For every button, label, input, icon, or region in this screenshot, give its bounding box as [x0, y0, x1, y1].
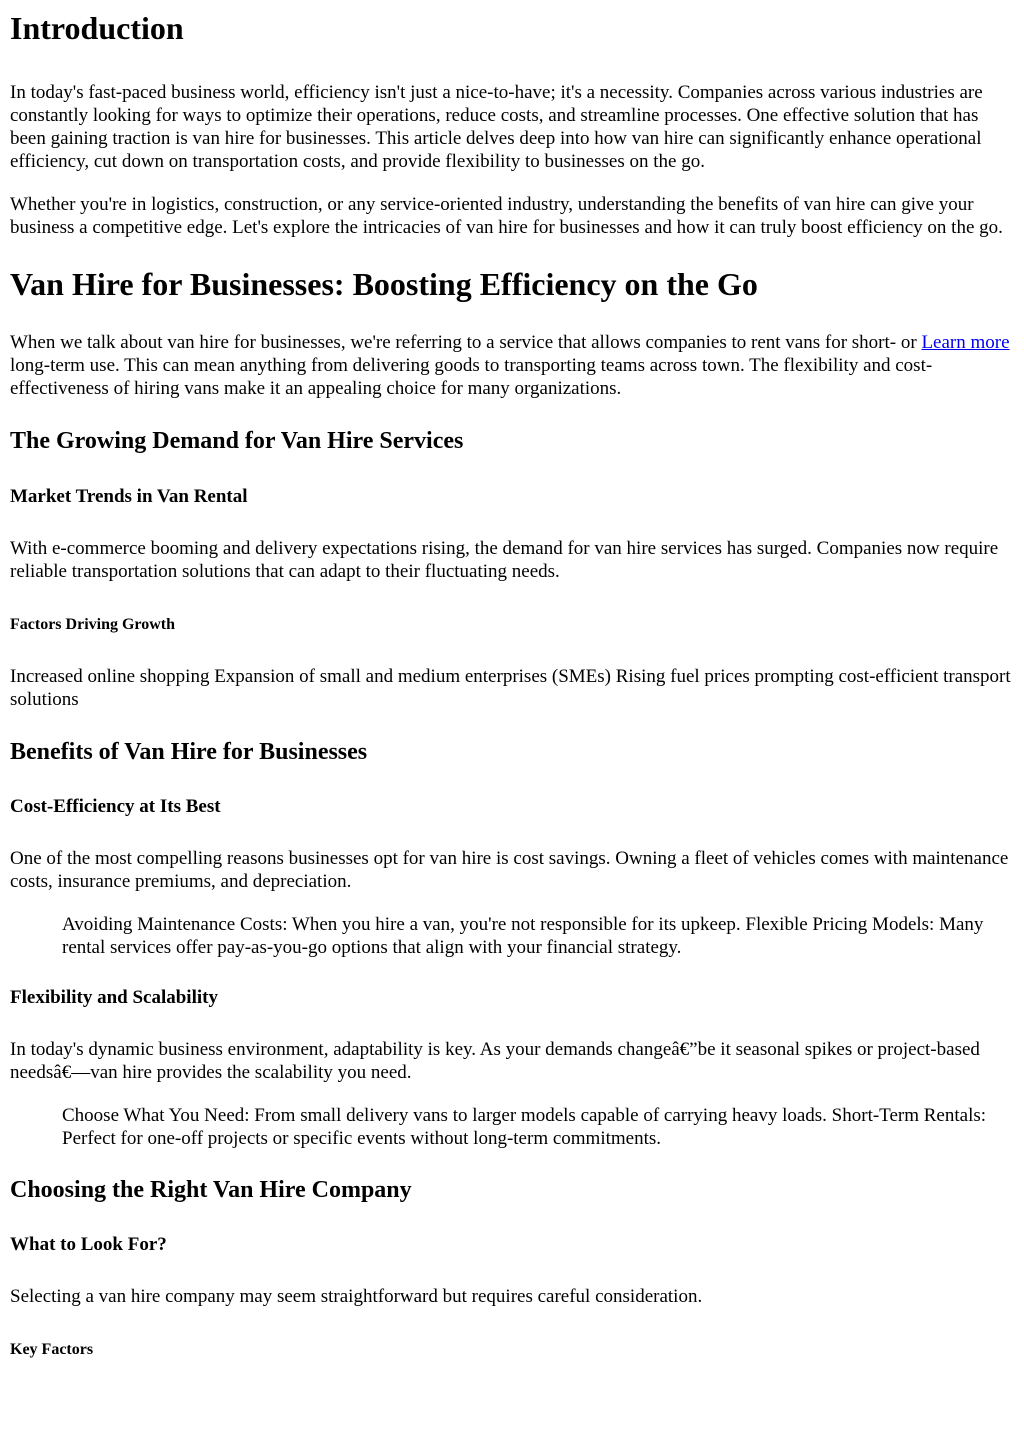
flexibility-heading: Flexibility and Scalability	[10, 987, 218, 1008]
key-factors-heading: Key Factors	[10, 1341, 94, 1358]
van-hire-text-after-link: long-term use. This can mean anything from delivering goods to transporting teams across town. The flexibility and cost-effectiveness of hiring vans make it an appealing choice for many organizations.	[10, 355, 933, 399]
cost-efficiency-quote: Avoiding Maintenance Costs: When you hire a van, you're not responsible for its upkeep. Flexible Pricing Models: Many rental services offer pay-as-you-go options that align with your financial strategy.	[62, 914, 984, 958]
what-to-look-for-heading: What to Look For?	[10, 1234, 167, 1255]
van-hire-heading: Van Hire for Businesses: Boosting Efficiency on the Go	[10, 266, 758, 302]
flexibility-quote: Choose What You Need: From small delivery vans to larger models capable of carrying heavy loads. Short-Term Rentals: Perfect for one-off projects or specific events without long-term commitments.	[62, 1105, 987, 1149]
factors-driving-growth-heading: Factors Driving Growth	[10, 616, 176, 633]
flexibility-paragraph: In today's dynamic business environment, adaptability is key. As your demands changeâ€”be it seasonal spikes or project-based needsâ€—van hire provides the scalability you need.	[10, 1039, 980, 1083]
introduction-paragraph-2: Whether you're in logistics, construction, or any service-oriented industry, understanding the benefits of van hire can give your business a competitive edge. Let's explore the intricacies of van hire for businesses and how it can truly boost efficiency on the go.	[10, 194, 1003, 238]
market-trends-paragraph: With e-commerce booming and delivery expectations rising, the demand for van hire services has surged. Companies now require reliable transportation solutions that can adapt to their fluctuating needs.	[10, 538, 999, 582]
van-hire-paragraph	[10, 331, 1014, 400]
cost-efficiency-heading: Cost-Efficiency at Its Best	[10, 796, 221, 817]
growing-demand-heading: The Growing Demand for Van Hire Services	[10, 428, 464, 454]
factors-driving-growth-paragraph: Increased online shopping Expansion of small and medium enterprises (SMEs) Rising fuel prices prompting cost-efficient transport solutions	[10, 666, 1011, 710]
introduction-heading: Introduction	[10, 10, 184, 46]
introduction-paragraph-1: In today's fast-paced business world, efficiency isn't just a nice-to-have; it's a necessity. Companies across various industries are constantly looking for ways to optimize their operations, reduce costs, and streamline processes. One effective solution that has been gaining traction is van hire for businesses. This article delves deep into how van hire can significantly enhance operational efficiency, cut down on transportation costs, and provide flexibility to businesses on the go.	[10, 82, 983, 172]
van-hire-text-before-link: When we talk about van hire for businesses, we're referring to a service that allows companies to rent vans for short- or	[10, 332, 922, 353]
benefits-heading: Benefits of Van Hire for Businesses	[10, 739, 368, 765]
cost-efficiency-paragraph: One of the most compelling reasons businesses opt for van hire is cost savings. Owning a fleet of vehicles comes with maintenance costs, insurance premiums, and depreciation.	[10, 848, 1009, 892]
learn-more-link[interactable]: Learn more	[921, 332, 1010, 353]
choosing-company-heading: Choosing the Right Van Hire Company	[10, 1177, 412, 1203]
market-trends-heading: Market Trends in Van Rental	[10, 486, 248, 507]
what-to-look-for-paragraph: Selecting a van hire company may seem straightforward but requires careful consideration.	[10, 1286, 703, 1307]
